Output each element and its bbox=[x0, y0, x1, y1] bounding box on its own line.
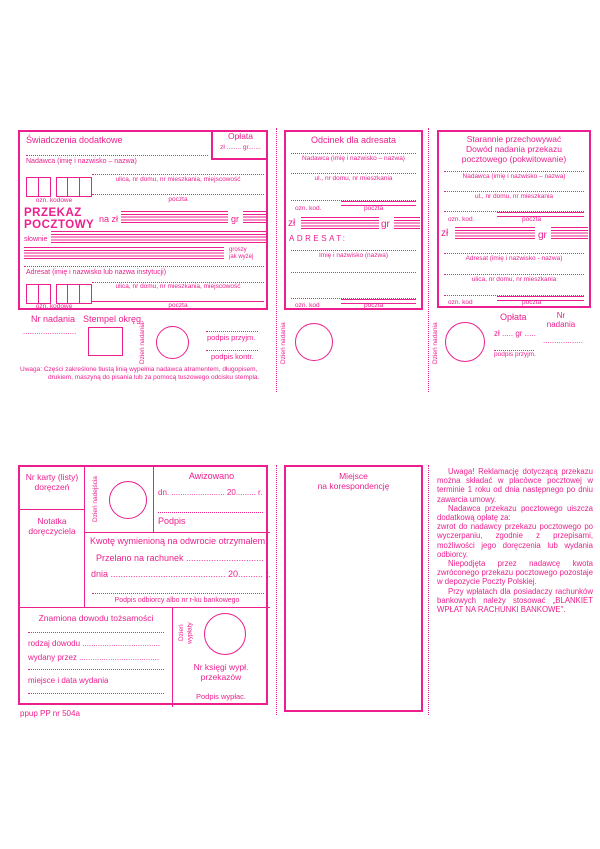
dowod-nadawca-line[interactable] bbox=[444, 171, 584, 172]
odcinek-gr-label: gr bbox=[381, 219, 390, 230]
odcinek-stamp-circle[interactable] bbox=[295, 323, 333, 361]
podpis-przyjm-label: podpis przyjm. bbox=[207, 333, 256, 342]
perforation-line-top-left bbox=[276, 128, 277, 392]
perforation-line-bottom-right bbox=[428, 465, 429, 715]
uwaga-paragraph-5: Przy wpłatach dla posiadaczy rachunków bankowych należy stosować „BLANKIET WPŁAT NA RACHUNKI BANKOWE". bbox=[437, 586, 593, 615]
dowod-zl-field[interactable] bbox=[455, 227, 535, 241]
odcinek-name-line[interactable] bbox=[291, 250, 416, 251]
correspondence-panel[interactable] bbox=[284, 465, 423, 712]
form-number: ppup PP nr 504a bbox=[20, 709, 80, 718]
awizowano-label: Awizowano bbox=[188, 471, 235, 481]
uwaga-paragraph-4: Niepodjęta przez nadawcę kwota zwróconego przekazu pocztowego pozostaje w depozycie Poczty Polskiej. bbox=[437, 559, 593, 587]
awizowano-signature-line[interactable] bbox=[158, 512, 263, 513]
nr-ksiegi-label-line1: Nr księgi wypł. bbox=[193, 662, 249, 672]
uwaga-paragraph-2: Nadawca przekazu pocztowego uiszcza dodatkową opłatę za: bbox=[437, 503, 593, 523]
dowod-nr-nadania-field[interactable]: .................. bbox=[543, 336, 584, 345]
addressee-postal-code-boxes[interactable] bbox=[26, 284, 92, 304]
dowod-poczta-label: poczta bbox=[522, 216, 542, 223]
divider bbox=[20, 509, 84, 510]
odcinek-dzien-nadania-vertical-label: Dzień nadania bbox=[280, 322, 287, 364]
odcinek-title: Odcinek dla adresata bbox=[310, 135, 397, 145]
odcinek-ozn-kod-label: ozn. kod. bbox=[295, 205, 322, 212]
dowod-adresat-label: Adresat (imię i nazwisko - nazwa) bbox=[465, 255, 563, 262]
payout-day-stamp-circle[interactable] bbox=[204, 613, 246, 655]
miejsce-line[interactable] bbox=[28, 693, 164, 694]
odcinek-gr-field[interactable] bbox=[394, 217, 420, 230]
swiadczenia-label: Świadczenia dodatkowe bbox=[26, 135, 123, 145]
addressee-coupon-panel bbox=[284, 130, 423, 310]
addressee-writing-line[interactable] bbox=[24, 266, 264, 267]
main-adresat-label: Adresat (imię i nazwisko lub nazwa instytucji) bbox=[26, 269, 167, 276]
odcinek-adresat-label: ADRESAT: bbox=[289, 234, 348, 243]
dowod-title-line3: pocztowego (pokwitowanie) bbox=[461, 154, 567, 164]
divider bbox=[84, 532, 270, 533]
przelano-line[interactable]: Przelano na rachunek ............................... bbox=[96, 553, 264, 563]
groszy-label-line1: groszy bbox=[229, 247, 247, 253]
podpis-wyplac-label: Podpis wypłac. bbox=[195, 692, 247, 701]
dowod-ozn-kod2-label: ozn. kod bbox=[448, 299, 473, 306]
dowod-poczta2-label: poczta bbox=[522, 299, 542, 306]
code-box[interactable] bbox=[38, 284, 51, 304]
odcinek-street-line[interactable] bbox=[291, 173, 416, 174]
arrival-day-stamp-circle[interactable] bbox=[109, 481, 147, 519]
sender-post-label: poczta bbox=[168, 196, 188, 203]
miejsce-data-label: miejsce i data wydania bbox=[28, 676, 109, 685]
podpis-kontr-label: podpis kontr. bbox=[211, 352, 254, 361]
odcinek-poczta2-label: poczta bbox=[364, 302, 384, 309]
dzien-nadejscia-vertical-label: Dzień nadejścia bbox=[92, 476, 99, 522]
dowod-dzien-nadania-vertical-label: Dzień nadania bbox=[432, 322, 439, 364]
na-zl-label: na zł bbox=[99, 214, 119, 224]
dowod-gr-label: gr bbox=[538, 230, 547, 241]
dowod-street-line[interactable] bbox=[444, 191, 584, 192]
dzien-wyplaty-vertical-label bbox=[178, 613, 195, 653]
gr-label: gr bbox=[231, 214, 240, 224]
main-form-panel bbox=[18, 130, 268, 310]
sender-post-writing-line[interactable] bbox=[92, 194, 264, 195]
podpis-label: Podpis bbox=[158, 516, 186, 526]
slownie-label: słownie bbox=[24, 236, 48, 243]
dzien-wyplaty-line2: wypłaty bbox=[186, 622, 194, 644]
code-box[interactable] bbox=[79, 177, 92, 197]
swiadczenia-writing-line[interactable] bbox=[26, 155, 208, 156]
amount-gr-field[interactable] bbox=[243, 211, 267, 225]
podpis-przyjm-line[interactable] bbox=[206, 331, 258, 332]
form-title-line1: PRZEKAZ bbox=[24, 207, 82, 219]
uwaga-instructions bbox=[437, 467, 593, 614]
dowod-nadania-label: nadania bbox=[546, 320, 576, 329]
oplata-value-line[interactable]: zł ........ gr....... bbox=[220, 144, 261, 151]
uwaga-paragraph-3: zwrot do nadawcy przekazu pocztowego po wyczerpaniu, zgodnie z przepisami, możliwości jego doręczenia lub wydania odbiorcy. bbox=[437, 522, 593, 559]
divider bbox=[84, 467, 85, 607]
wydany-przez-line[interactable]: wydany przez .................................... bbox=[28, 653, 160, 662]
code-box[interactable] bbox=[79, 284, 92, 304]
odcinek-nadawca-line[interactable] bbox=[291, 153, 416, 154]
dowod-podpis-przyjm-label: podpis przyjm. bbox=[494, 351, 536, 358]
recipient-signature-line[interactable] bbox=[92, 593, 264, 594]
nr-ksiegi-label-line2: przekazów bbox=[200, 672, 242, 682]
dowod-street2-line[interactable] bbox=[444, 274, 584, 275]
nr-karty-label-line1: Nr karty (listy) bbox=[25, 472, 79, 482]
wydany-line2[interactable] bbox=[28, 669, 164, 670]
form-title-line2: POCZTOWY bbox=[24, 219, 95, 231]
dowod-street2-label: ulica, nr domu, nr mieszkania bbox=[471, 276, 557, 283]
ozn-kodowe-label: ozn. kodowe bbox=[35, 197, 73, 204]
receipt-panel bbox=[437, 130, 591, 308]
divider bbox=[20, 607, 270, 608]
znamiona-line[interactable] bbox=[28, 632, 164, 633]
odcinek-zl-field[interactable] bbox=[301, 217, 379, 230]
amount-words-field-2[interactable] bbox=[24, 247, 224, 260]
odcinek-zl-label: zł bbox=[288, 218, 296, 229]
znamiona-label: Znamiona dowodu tożsamości bbox=[38, 613, 154, 623]
kwote-line: Kwotę wymienioną na odwrocie otrzymałem bbox=[90, 536, 266, 546]
odcinek-name-label: Imię i nazwisko (nazwa) bbox=[319, 252, 388, 259]
perforation-line-top-right bbox=[428, 128, 429, 392]
divider bbox=[172, 607, 173, 707]
dowod-title-line1: Starannie przechowywać bbox=[466, 134, 562, 144]
odcinek-nadawca-label: Nadawca (imię i nazwisko – nazwa) bbox=[302, 155, 405, 162]
nr-karty-label-line2: doręczeń bbox=[34, 482, 70, 492]
odcinek-extra-line[interactable] bbox=[291, 272, 416, 273]
dowod-street-label: ul., nr domu, nr mieszkania bbox=[474, 193, 554, 200]
oplata-label: Opłata bbox=[227, 131, 254, 141]
district-stamp-box[interactable] bbox=[88, 327, 123, 356]
dowod-stamp-circle[interactable] bbox=[445, 322, 485, 362]
sender-postal-code-boxes[interactable] bbox=[26, 177, 92, 197]
addressee-post-label: poczta bbox=[168, 302, 188, 309]
dowod-adresat-line[interactable] bbox=[444, 253, 584, 254]
rodzaj-dowodu-line[interactable]: rodzaj dowodu ................................... bbox=[28, 639, 161, 648]
dowod-zl-label: zł bbox=[441, 228, 449, 239]
awizowano-date-line[interactable]: dn. ........................ 20......... r. bbox=[158, 488, 263, 497]
dowod-ozn-kod-label: ozn. kod. bbox=[448, 216, 475, 223]
notatka-label-line1: Notatka bbox=[37, 516, 67, 526]
main-nadawca-label: Nadawca (imię i nazwisko – nazwa) bbox=[26, 158, 137, 165]
amount-zl-field[interactable] bbox=[121, 211, 228, 225]
ozn-kodowe-label-2: ozn. kodowe bbox=[35, 303, 73, 310]
odcinek-street-label: ul., nr domu, nr mieszkania bbox=[314, 175, 393, 182]
dowod-nadawca-label: Nadawca (imię i nazwisko – nazwa) bbox=[462, 173, 566, 180]
delivery-panel bbox=[18, 465, 271, 705]
dowod-title-line2: Dowód nadania przekazu bbox=[466, 144, 562, 154]
oplata-box bbox=[211, 130, 268, 160]
nr-nadania-label: Nr nadania bbox=[31, 314, 76, 324]
addressee-street-label: ulica, nr domu, nr mieszkania, miejscowość bbox=[115, 283, 241, 290]
posting-day-stamp-circle[interactable] bbox=[156, 326, 189, 359]
odcinek-poczta-label: poczta bbox=[364, 205, 384, 212]
nr-nadania-field[interactable]: ........................ bbox=[23, 327, 77, 336]
fill-note-line2: drukiem, maszyną do pisania lub za pomocą tuszowego odcisku stempla. bbox=[48, 374, 260, 381]
groszy-label-line2: jak wyżej bbox=[229, 254, 254, 260]
stempel-label: Stempel okręg. bbox=[83, 314, 144, 324]
dnia-line[interactable]: dnia .............................................. 20.......... r. bbox=[91, 569, 271, 579]
sender-street-writing-line[interactable] bbox=[92, 174, 264, 175]
code-box[interactable] bbox=[38, 177, 51, 197]
dowod-oplata-label: Opłata bbox=[500, 312, 527, 322]
sender-street-label: ulica, nr domu, nr mieszkania, miejscowość bbox=[115, 176, 241, 183]
podpis-kontr-line[interactable] bbox=[206, 350, 258, 351]
amount-words-field-1[interactable] bbox=[51, 231, 266, 244]
notatka-label-line2: doręczyciela bbox=[28, 526, 76, 536]
dowod-oplata-value[interactable]: zł ..... gr ..... bbox=[494, 329, 536, 338]
dzien-wyplaty-line1: Dzień bbox=[178, 624, 185, 642]
dowod-gr-field[interactable] bbox=[551, 227, 588, 241]
odcinek-ozn-kod2-label: ozn. kod bbox=[295, 302, 320, 309]
korespondencja-title-line1: Miejsce bbox=[339, 471, 368, 481]
dowod-nr-label: Nr bbox=[556, 311, 566, 320]
korespondencja-title-line2: na korespondencję bbox=[317, 481, 390, 491]
dzien-nadania-vertical-label: Dzień nadania bbox=[139, 322, 146, 364]
uwaga-paragraph-1: Uwaga! Reklamację dotyczącą przekazu można składać w placówce pocztowej w terminie 1 roku od dnia następnego po dniu zawarcia umowy. bbox=[437, 467, 593, 504]
fill-note-line1: Uwaga: Części zakreślone tłustą linią wypełnia nadawca atramentem, długopisem, bbox=[20, 366, 258, 373]
podpis-odbiorcy-label: Podpis odbiorcy albo nr r-ku bankowego bbox=[114, 597, 240, 604]
perforation-line-bottom-left bbox=[276, 465, 277, 715]
